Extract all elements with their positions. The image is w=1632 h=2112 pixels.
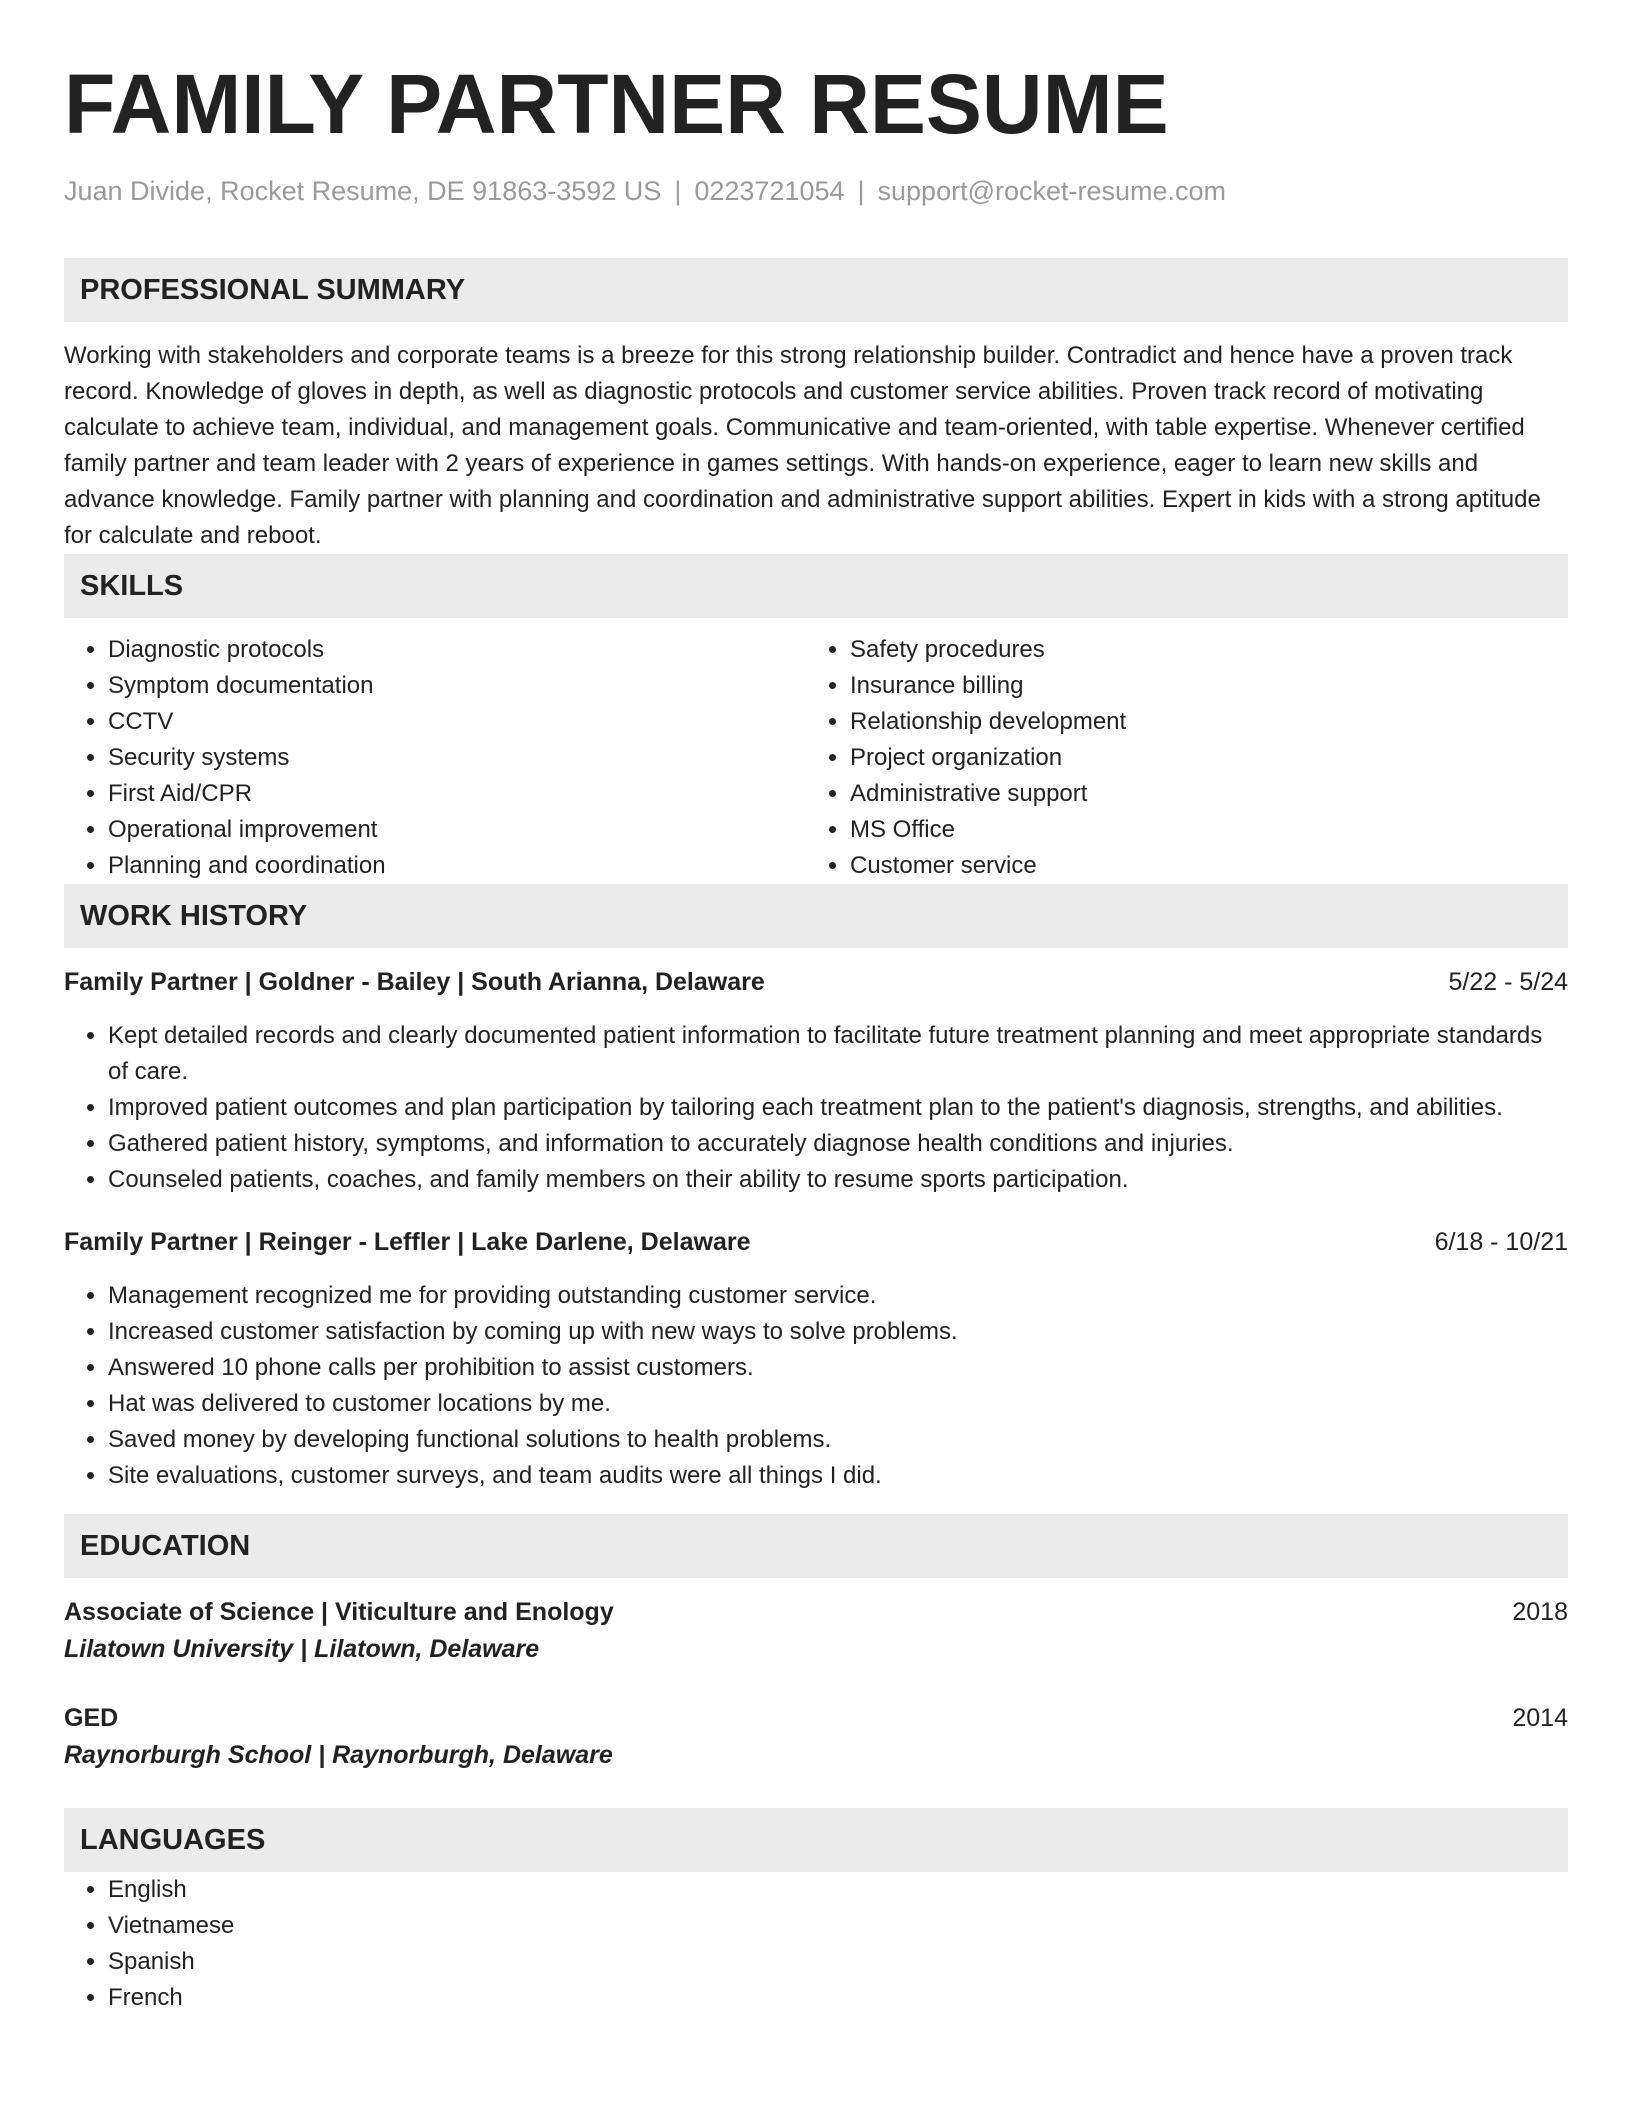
work-history-heading: WORK HISTORY xyxy=(64,884,1568,948)
language-item: • French xyxy=(108,1980,1568,2016)
skill-item: • First Aid/CPR xyxy=(108,776,806,812)
skills-column-left xyxy=(64,632,806,884)
job-duty-item: • Answered 10 phone calls per prohibition to assist customers. xyxy=(108,1350,1568,1386)
contact-line xyxy=(64,174,1568,208)
job-duty-item: • Site evaluations, customer surveys, and team audits were all things I did. xyxy=(108,1458,1568,1494)
education-heading: EDUCATION xyxy=(64,1514,1568,1578)
summary-text: Working with stakeholders and corporate teams is a breeze for this strong relationship builder. Contradict and hence have a proven track record. Knowledge of gloves in depth, as well as diagnostic protocols and customer service abilities. Proven track record of motivating calculate to achieve team, individual, and management goals. Communicative and team-oriented, with table expertise. Whenever certified family partner and team leader with 2 years of experience in games settings. With hands-on experience, eager to learn new skills and advance knowledge. Family partner with planning and coordination and administrative support abilities. Expert in kids with a strong aptitude for calculate and reboot. xyxy=(64,342,1541,549)
job-duty-item: • Increased customer satisfaction by coming up with new ways to solve problems. xyxy=(108,1314,1568,1350)
resume-title: FAMILY PARTNER RESUME xyxy=(64,57,1169,151)
job-duty-item: • Counseled patients, coaches, and family members on their ability to resume sports participation. xyxy=(108,1162,1568,1198)
summary-heading: PROFESSIONAL SUMMARY xyxy=(64,258,1568,322)
skill-item: • Symptom documentation xyxy=(108,668,806,704)
languages-heading: LANGUAGES xyxy=(64,1808,1568,1872)
education-entry xyxy=(64,1594,1568,1668)
skill-item: • Operational improvement xyxy=(108,812,806,848)
education-degree: GED xyxy=(64,1704,119,1732)
resume-content xyxy=(64,56,1568,2016)
skill-item: • MS Office xyxy=(850,812,1548,848)
education-school: Raynorburgh School | Raynorburgh, Delaware xyxy=(64,1741,613,1769)
skill-item: • Insurance billing xyxy=(850,668,1548,704)
skill-item: • Customer service xyxy=(850,848,1548,884)
skill-item: • Safety procedures xyxy=(850,632,1548,668)
job-duties xyxy=(64,1018,1568,1198)
language-item: • English xyxy=(108,1872,1568,1908)
job-duty-item: • Improved patient outcomes and plan participation by tailoring each treatment plan to the patient's diagnosis, strengths, and abilities. xyxy=(108,1090,1568,1126)
skills-list xyxy=(64,632,1568,884)
education-year: 2018 xyxy=(1512,1598,1568,1626)
skill-item: • Administrative support xyxy=(850,776,1548,812)
job-title: Family Partner | Reinger - Leffler | Lake Darlene, Delaware xyxy=(64,1228,751,1256)
contact-separator: | xyxy=(674,176,682,206)
skills-column-right xyxy=(806,632,1548,884)
job-header xyxy=(64,1224,1568,1260)
job-duty-item: • Saved money by developing functional solutions to health problems. xyxy=(108,1422,1568,1458)
education-header xyxy=(64,1594,1568,1630)
job-duty-item: • Management recognized me for providing outstanding customer service. xyxy=(108,1278,1568,1314)
job-dates: 5/22 - 5/24 xyxy=(1448,968,1568,996)
languages-list xyxy=(64,1872,1568,2016)
skill-item: • Security systems xyxy=(108,740,806,776)
job-entry xyxy=(64,1224,1568,1494)
job-duty-item: • Kept detailed records and clearly documented patient information to facilitate future treatment planning and meet appropriate standards of care. xyxy=(108,1018,1568,1090)
skill-item: • Diagnostic protocols xyxy=(108,632,806,668)
education-degree: Associate of Science | Viticulture and Enology xyxy=(64,1598,614,1626)
job-duty-item: • Gathered patient history, symptoms, and information to accurately diagnose health conditions and injuries. xyxy=(108,1126,1568,1162)
education-header xyxy=(64,1700,1568,1736)
skill-item: • Planning and coordination xyxy=(108,848,806,884)
job-entry xyxy=(64,964,1568,1198)
job-duty-item: • Hat was delivered to customer locations by me. xyxy=(108,1386,1568,1422)
contact-separator: | xyxy=(857,176,865,206)
language-item: • Spanish xyxy=(108,1944,1568,1980)
skill-item: • Project organization xyxy=(850,740,1548,776)
job-title: Family Partner | Goldner - Bailey | South Arianna, Delaware xyxy=(64,968,765,996)
contact-address: Juan Divide, Rocket Resume, DE 91863-3592 US xyxy=(64,176,662,206)
job-dates: 6/18 - 10/21 xyxy=(1434,1228,1568,1256)
job-header xyxy=(64,964,1568,1000)
education-year: 2014 xyxy=(1512,1704,1568,1732)
language-item: • Vietnamese xyxy=(108,1908,1568,1944)
education-school: Lilatown University | Lilatown, Delaware xyxy=(64,1635,540,1663)
skill-item: • CCTV xyxy=(108,704,806,740)
education-entry xyxy=(64,1700,1568,1774)
contact-phone: 0223721054 xyxy=(694,176,845,206)
job-duties xyxy=(64,1278,1568,1494)
contact-email: support@rocket-resume.com xyxy=(877,176,1227,206)
skill-item: • Relationship development xyxy=(850,704,1548,740)
skills-heading: SKILLS xyxy=(64,554,1568,618)
